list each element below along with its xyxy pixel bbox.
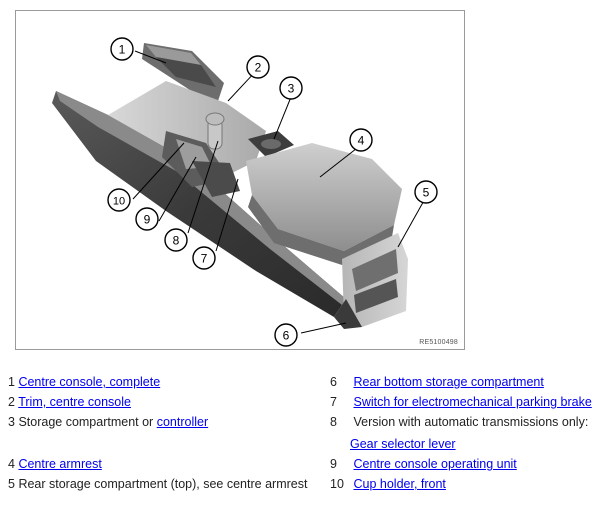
legend-number: 3 (8, 415, 15, 429)
legend-link-operating-unit[interactable]: Centre console operating unit (353, 457, 517, 471)
legend-item-9 (330, 457, 517, 472)
legend-number: 8 (330, 415, 337, 429)
legend-item-4 (8, 457, 102, 472)
legend-item-2 (8, 395, 131, 410)
legend-link-cup-holder-front[interactable]: Cup holder, front (353, 477, 446, 491)
legend-number: 2 (8, 395, 15, 409)
centre-console-figure (15, 10, 465, 350)
svg-text:4: 4 (357, 133, 365, 148)
centre-console-illustration (16, 11, 464, 349)
callout-5 (415, 181, 437, 203)
legend-item-8 (330, 415, 588, 430)
legend-link-parking-brake-switch[interactable]: Switch for electromechanical parking brake (353, 395, 592, 409)
svg-text:7: 7 (200, 251, 208, 266)
legend-item-8-link (350, 437, 456, 452)
legend-number: 1 (8, 375, 15, 389)
callout-8 (165, 229, 187, 251)
callout-7 (193, 247, 215, 269)
legend-item-5 (8, 477, 307, 492)
legend-number: 10 (330, 477, 344, 491)
legend-number: 5 (8, 477, 15, 491)
legend-link-centre-console-complete[interactable]: Centre console, complete (18, 375, 161, 389)
legend-number: 9 (330, 457, 337, 471)
svg-text:8: 8 (172, 233, 180, 248)
callout-1 (111, 38, 133, 60)
legend-item-1 (8, 375, 160, 390)
callout-2 (247, 56, 269, 78)
svg-text:1: 1 (118, 42, 126, 57)
callout-10 (108, 189, 130, 211)
legend-text: Rear storage compartment (top), see centre armrest (18, 477, 308, 491)
callout-4 (350, 129, 372, 151)
legend-link-controller[interactable]: controller (156, 415, 209, 429)
svg-text:10: 10 (112, 195, 126, 208)
legend-item-3 (8, 415, 208, 430)
svg-text:5: 5 (422, 185, 430, 200)
legend-link-trim-centre-console[interactable]: Trim, centre console (18, 395, 131, 409)
svg-text:3: 3 (287, 81, 295, 96)
figure-reference-code: RE5100498 (419, 339, 458, 346)
legend-link-centre-armrest[interactable]: Centre armrest (18, 457, 102, 471)
legend-link-gear-selector-lever[interactable]: Gear selector lever (350, 437, 456, 451)
callout-9 (136, 208, 158, 230)
legend-text: Version with automatic transmissions only: (353, 415, 589, 429)
legend-item-6 (330, 375, 544, 390)
callout-6 (275, 324, 297, 346)
legend-item-7 (330, 395, 592, 410)
svg-text:2: 2 (254, 60, 262, 75)
svg-text:6: 6 (282, 328, 290, 343)
legend-number: 6 (330, 375, 337, 389)
svg-text:9: 9 (143, 212, 151, 227)
callout-3 (280, 77, 302, 99)
legend-item-10 (330, 477, 446, 492)
legend-link-rear-bottom-storage[interactable]: Rear bottom storage compartment (353, 375, 544, 389)
legend-number: 4 (8, 457, 15, 471)
legend-number: 7 (330, 395, 337, 409)
legend-text: Storage compartment or (18, 415, 157, 429)
